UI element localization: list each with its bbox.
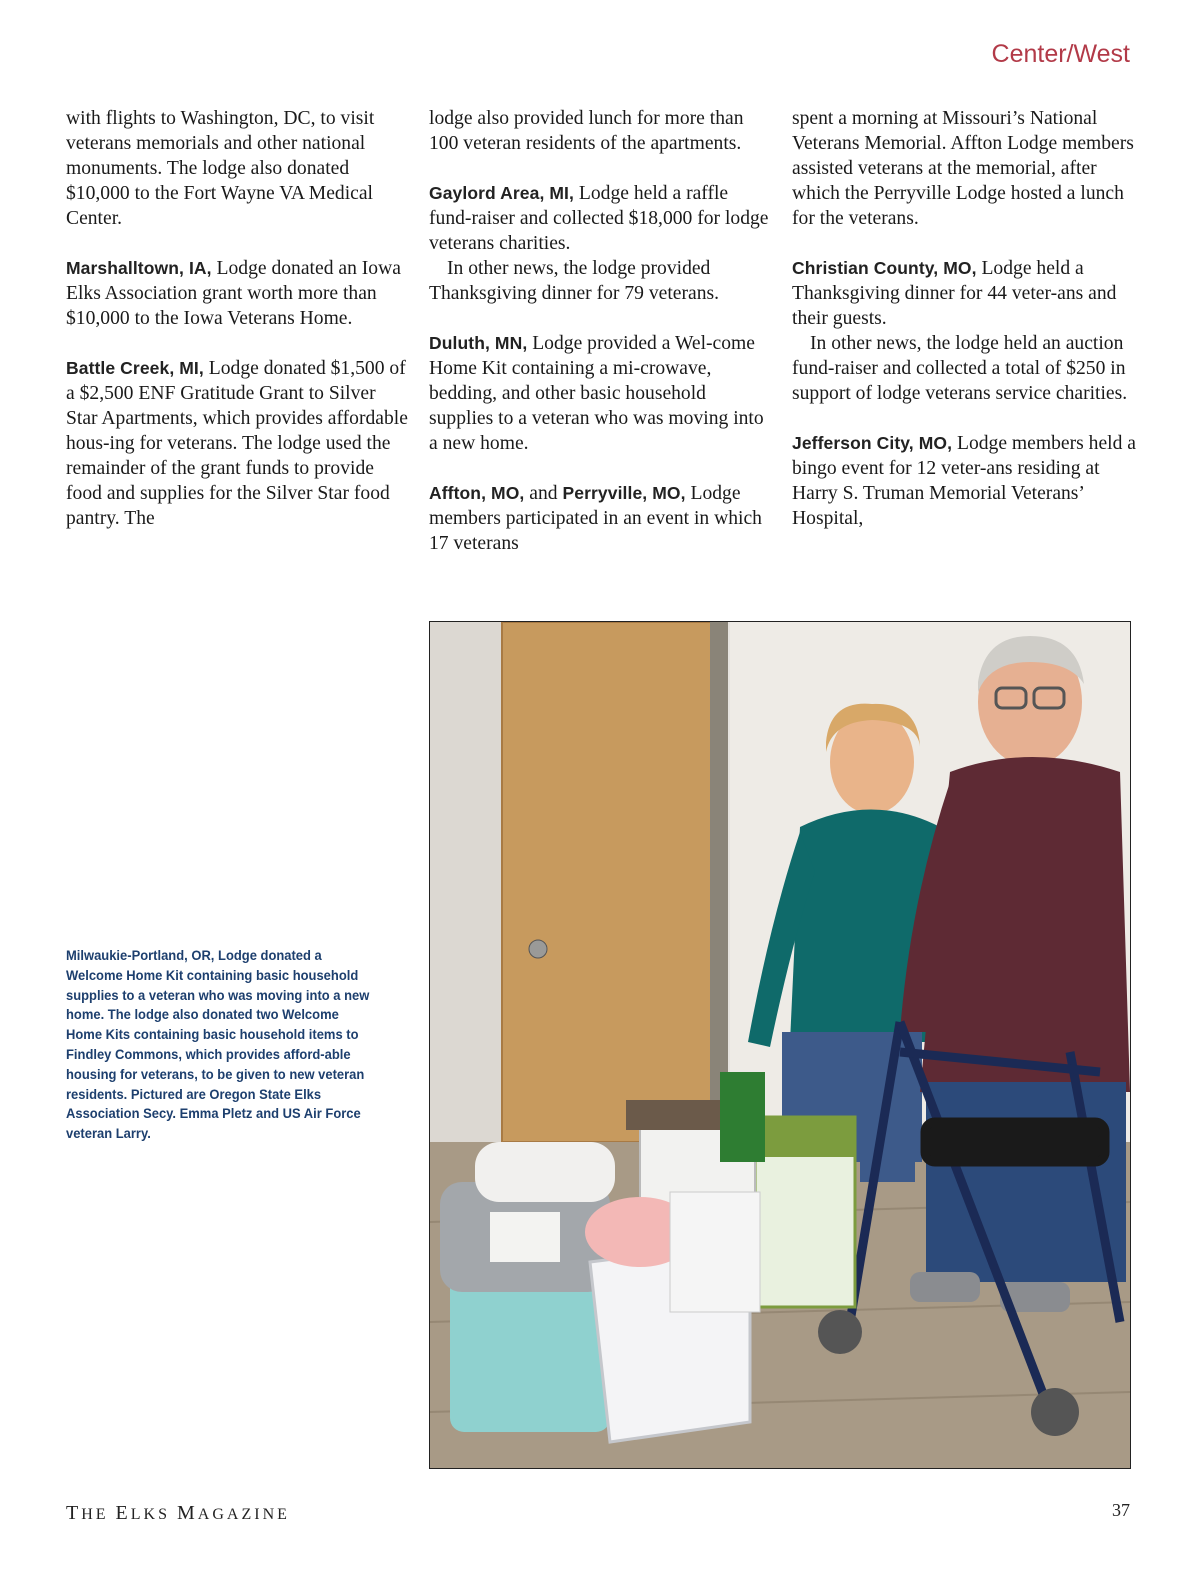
- paragraph-text: Lodge held a raffle fund-raiser and collected $18,000 for lodge veterans charities.: [429, 183, 769, 254]
- walker-wheel: [1031, 1388, 1079, 1436]
- paragraph-text: Lodge held a Thanksgiving dinner for 44 veter-ans and their guests.: [792, 258, 1117, 329]
- paragraph: [66, 256, 411, 331]
- caption-lodge-name: Milwaukie-Portland, OR,: [66, 947, 215, 963]
- paragraph: [66, 356, 411, 531]
- paragraph-text: and: [524, 483, 563, 504]
- paragraph-text: lodge also provided lunch for more than 100 veteran residents of the apartments.: [429, 108, 744, 154]
- walker-wheel: [818, 1310, 862, 1354]
- paragraph-text: Lodge members participated in an event in which 17 veterans: [429, 483, 762, 554]
- page-number: 37: [1112, 1500, 1130, 1520]
- lodge-name: Battle Creek, MI,: [66, 358, 204, 378]
- lodge-name: Jefferson City, MO,: [792, 433, 953, 453]
- paragraph-text: Lodge provided a Wel-come Home Kit containing a mi-crowave, bedding, and other basic household supplies to a veteran who was moving into a new home.: [429, 333, 764, 454]
- paragraph: [429, 331, 774, 456]
- lodge-name: Marshalltown, IA,: [66, 258, 212, 278]
- paragraph-text: In other news, the lodge provided Thanksgiving dinner for 79 veterans.: [429, 258, 720, 304]
- paragraph: [429, 181, 774, 256]
- article-column-1: [66, 106, 411, 556]
- paragraph: [429, 256, 774, 306]
- paragraph-text: Lodge members held a bingo event for 12 veter-ans residing at Harry S. Truman Memorial Veterans’ Hospital,: [792, 433, 1136, 529]
- lodge-name: Duluth, MN,: [429, 333, 528, 353]
- paragraph: [792, 331, 1137, 406]
- lodge-name: Affton, MO,: [429, 483, 525, 503]
- magazine-name: THE ELKS MAGAZINE: [66, 1502, 290, 1524]
- paragraph-text: with flights to Washington, DC, to visit veterans memorials and other national monuments. The lodge also donated $10,000 to the Fort Wayne VA Medical Center.: [66, 108, 375, 229]
- paragraph: [792, 256, 1137, 331]
- lodge-name: Perryville, MO,: [562, 483, 686, 503]
- door-knob: [529, 940, 547, 958]
- paragraph: [792, 431, 1137, 531]
- paragraph: [429, 106, 774, 156]
- lodge-name: Christian County, MO,: [792, 258, 977, 278]
- paragraph-text: spent a morning at Missouri’s National Veterans Memorial. Affton Lodge members assisted veterans at the memorial, after which the Perryville Lodge hosted a lunch for the veterans.: [792, 108, 1134, 229]
- photo: [429, 621, 1131, 1469]
- section-title: Center/West: [991, 40, 1130, 68]
- paragraph: [792, 106, 1137, 231]
- paragraph: [66, 106, 411, 231]
- paragraph-text: In other news, the lodge held an auction fund-raiser and collected a total of $250 in support of lodge veterans service charities.: [792, 333, 1128, 404]
- paragraph-text: Lodge donated an Iowa Elks Association grant worth more than $10,000 to the Iowa Veterans Home.: [66, 258, 401, 329]
- paragraph-text: Lodge donated $1,500 of a $2,500 ENF Gratitude Grant to Silver Star Apartments, which provides affordable hous-ing for veterans. The lodge used the remainder of the grant funds to provide food and supplies for the Silver Star food pantry. The: [66, 358, 408, 529]
- photo-illustration: [430, 622, 1130, 1468]
- door: [502, 622, 717, 1142]
- paragraph: [429, 481, 774, 556]
- photo-caption: [66, 946, 377, 1144]
- article-column-3: [792, 106, 1137, 556]
- article-column-2: [429, 106, 774, 581]
- caption-text: Lodge donated a Welcome Home Kit containing basic household supplies to a veteran who was moving into a new home. The lodge also donated two Welcome Home Kits containing basic household items to Findley Commons, which provides afford-able housing for veterans, to be given to new veteran residents. Pictured are Oregon State Elks Association Secy. Emma Pletz and US Air Force veteran Larry.: [66, 947, 370, 1142]
- lodge-name: Gaylord Area, MI,: [429, 183, 574, 203]
